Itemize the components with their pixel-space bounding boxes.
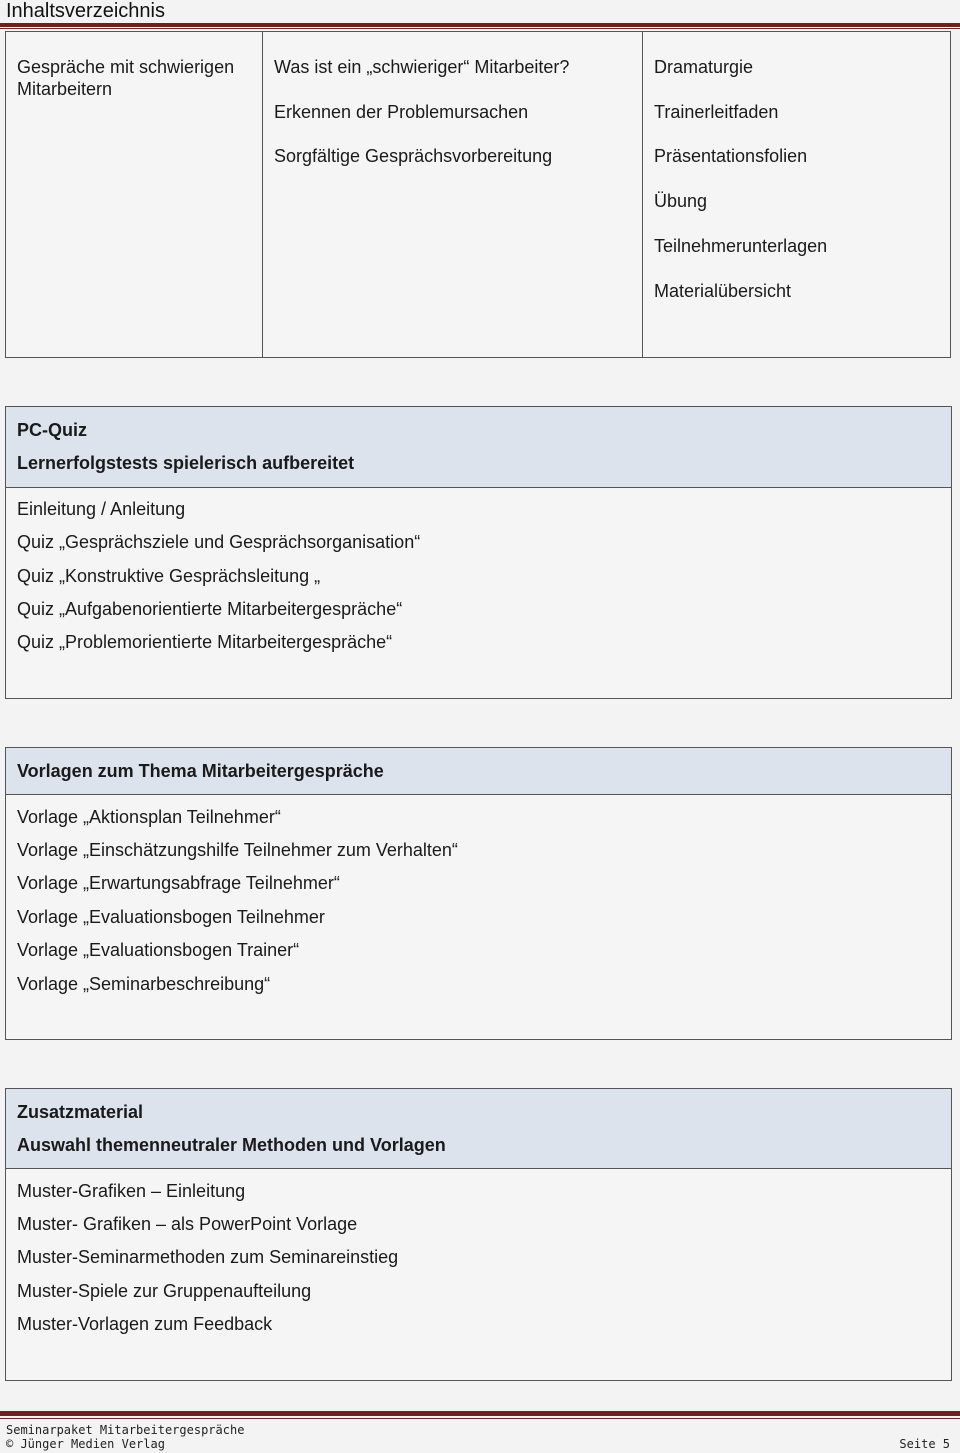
footer-series: Seminarpaket Mitarbeitergespräche [6,1423,245,1437]
list-item: Muster-Spiele zur Gruppenaufteilung [17,1281,312,1301]
zusatzmaterial-section [5,1088,952,1381]
table-column-materials [643,32,950,357]
list-item: Muster-Grafiken – Einleitung [17,1181,246,1201]
page-title: Inhaltsverzeichnis [6,0,165,22]
list-item: Muster-Vorlagen zum Feedback [17,1314,273,1334]
page-number: Seite 5 [899,1437,950,1451]
table-cell: Gespräche mit schwierigen [17,57,235,77]
list-item: Quiz „Konstruktive Gesprächsleitung „ [17,566,321,586]
section-header [6,407,951,488]
footer-rule [0,1411,960,1420]
list-item: Vorlage „Evaluationsbogen Trainer“ [17,940,300,960]
table-cell: Materialübersicht [654,281,792,301]
list-item: Vorlage „Evaluationsbogen Teilnehmer [17,907,325,927]
header-rule [0,23,960,29]
section-header [6,1089,951,1169]
table-column-topic [6,32,263,357]
list-item: Vorlage „Erwartungsabfrage Teilnehmer“ [17,873,340,893]
list-item: Muster- Grafiken – als PowerPoint Vorlage [17,1214,358,1234]
list-item: Quiz „Gesprächsziele und Gesprächsorganisation“ [17,532,421,552]
table-cell: Dramaturgie [654,57,754,77]
table-cell: Präsentationsfolien [654,146,808,166]
vorlagen-section [5,747,952,1040]
table-cell: Sorgfältige Gesprächsvorbereitung [274,146,553,166]
table-cell: Mitarbeitern [17,79,113,99]
table-cell: Trainerleitfaden [654,102,779,122]
list-item: Muster-Seminarmethoden zum Seminareinstieg [17,1247,399,1267]
list-item: Vorlage „Seminarbeschreibung“ [17,974,271,994]
section-header [6,748,951,795]
section-heading: Vorlagen zum Thema Mitarbeitergespräche [17,761,384,781]
pc-quiz-section [5,406,952,699]
section-subheading: Auswahl themenneutraler Methoden und Vorlagen [17,1135,446,1155]
list-item: Vorlage „Aktionsplan Teilnehmer“ [17,807,281,827]
section-heading: PC-Quiz [17,420,87,440]
section-subheading: Lernerfolgstests spielerisch aufbereitet [17,453,355,473]
table-column-contents [263,32,643,357]
table-cell: Teilnehmerunterlagen [654,236,828,256]
table-cell: Übung [654,191,708,211]
section-heading: Zusatzmaterial [17,1102,144,1122]
table-cell: Was ist ein „schwieriger“ Mitarbeiter? [274,57,570,77]
table-cell: Erkennen der Problemursachen [274,102,529,122]
overview-table [5,31,951,358]
list-item: Vorlage „Einschätzungshilfe Teilnehmer zum Verhalten“ [17,840,458,860]
footer-publisher: © Jünger Medien Verlag [6,1437,165,1451]
list-item: Einleitung / Anleitung [17,499,186,519]
list-item: Quiz „Aufgabenorientierte Mitarbeitergespräche“ [17,599,403,619]
list-item: Quiz „Problemorientierte Mitarbeitergespräche“ [17,632,393,652]
